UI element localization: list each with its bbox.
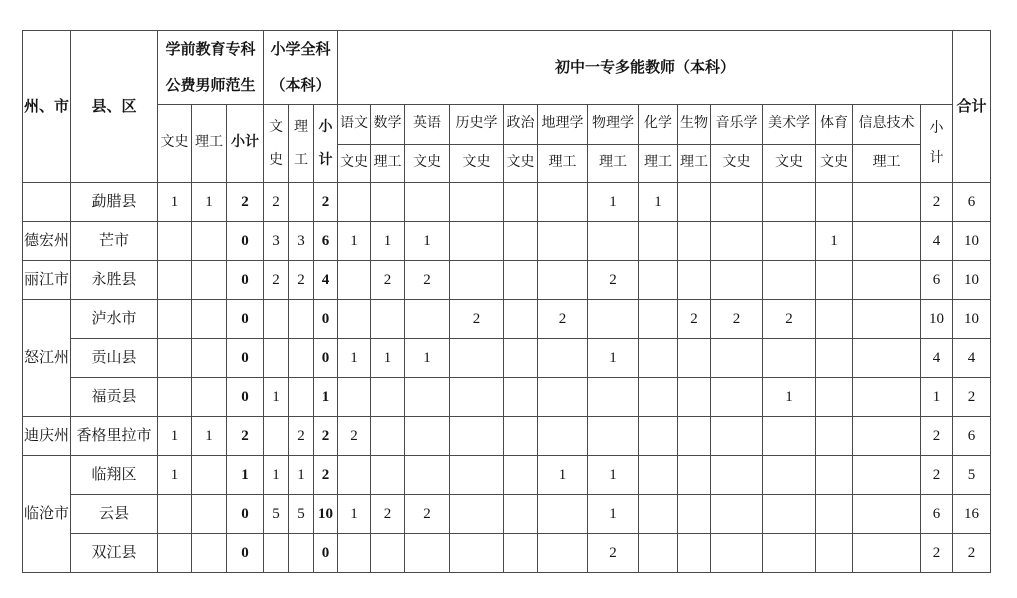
value-cell bbox=[639, 495, 678, 534]
subtotal-cell: 2 bbox=[314, 456, 338, 495]
value-cell bbox=[371, 300, 405, 339]
value-cell: 2 bbox=[711, 300, 763, 339]
value-cell bbox=[763, 339, 816, 378]
value-cell bbox=[639, 300, 678, 339]
value-cell: 1 bbox=[588, 495, 639, 534]
value-cell: 1 bbox=[371, 339, 405, 378]
subtotal-cell: 2 bbox=[921, 534, 953, 573]
total-cell: 10 bbox=[953, 222, 991, 261]
value-cell bbox=[192, 456, 227, 495]
value-cell bbox=[588, 222, 639, 261]
subtotal-cell: 0 bbox=[227, 534, 264, 573]
value-cell: 2 bbox=[289, 261, 314, 300]
value-cell bbox=[711, 495, 763, 534]
value-cell bbox=[678, 495, 711, 534]
value-cell bbox=[711, 183, 763, 222]
header-junior-group: 初中一专多能教师（本科） bbox=[338, 31, 953, 105]
subtotal-cell: 0 bbox=[227, 378, 264, 417]
value-cell bbox=[816, 261, 853, 300]
value-cell bbox=[588, 417, 639, 456]
value-cell bbox=[158, 339, 192, 378]
subtotal-cell: 4 bbox=[314, 261, 338, 300]
value-cell bbox=[538, 183, 588, 222]
track-header: 文史 bbox=[711, 145, 763, 183]
value-cell bbox=[338, 534, 371, 573]
value-cell bbox=[289, 183, 314, 222]
value-cell bbox=[289, 300, 314, 339]
value-cell bbox=[504, 534, 538, 573]
value-cell bbox=[405, 417, 450, 456]
value-cell bbox=[678, 183, 711, 222]
value-cell: 2 bbox=[588, 534, 639, 573]
value-cell bbox=[816, 183, 853, 222]
track-header: 理工 bbox=[538, 145, 588, 183]
header-grand-total: 合计 bbox=[953, 31, 991, 183]
value-cell bbox=[264, 300, 289, 339]
value-cell bbox=[158, 261, 192, 300]
value-cell bbox=[711, 261, 763, 300]
value-cell bbox=[504, 495, 538, 534]
value-cell bbox=[853, 261, 921, 300]
value-cell bbox=[338, 183, 371, 222]
total-cell: 6 bbox=[953, 417, 991, 456]
value-cell bbox=[192, 495, 227, 534]
value-cell: 1 bbox=[338, 222, 371, 261]
value-cell: 2 bbox=[678, 300, 711, 339]
value-cell bbox=[504, 300, 538, 339]
value-cell: 2 bbox=[405, 495, 450, 534]
value-cell bbox=[816, 300, 853, 339]
value-cell bbox=[450, 378, 504, 417]
value-cell bbox=[763, 183, 816, 222]
header-county: 县、区 bbox=[71, 31, 158, 183]
value-cell bbox=[158, 378, 192, 417]
track-header: 文史 bbox=[405, 145, 450, 183]
track-header: 理工 bbox=[588, 145, 639, 183]
value-cell bbox=[338, 456, 371, 495]
value-cell: 1 bbox=[405, 222, 450, 261]
track-header: 理工 bbox=[639, 145, 678, 183]
table-row bbox=[23, 378, 991, 417]
value-cell bbox=[853, 456, 921, 495]
subtotal-cell: 0 bbox=[227, 300, 264, 339]
value-cell bbox=[504, 261, 538, 300]
value-cell: 1 bbox=[588, 456, 639, 495]
subtotal-cell: 2 bbox=[921, 183, 953, 222]
value-cell bbox=[538, 378, 588, 417]
county-cell: 云县 bbox=[71, 495, 158, 534]
total-cell: 10 bbox=[953, 261, 991, 300]
value-cell bbox=[289, 378, 314, 417]
value-cell bbox=[405, 534, 450, 573]
total-cell: 5 bbox=[953, 456, 991, 495]
value-cell: 1 bbox=[264, 456, 289, 495]
value-cell bbox=[538, 261, 588, 300]
value-cell bbox=[538, 222, 588, 261]
value-cell bbox=[405, 183, 450, 222]
county-cell: 勐腊县 bbox=[71, 183, 158, 222]
subtotal-cell: 0 bbox=[227, 261, 264, 300]
value-cell: 1 bbox=[405, 339, 450, 378]
table-row bbox=[23, 222, 991, 261]
header-preschool-group bbox=[158, 31, 264, 105]
value-cell bbox=[853, 183, 921, 222]
value-cell bbox=[853, 300, 921, 339]
county-cell: 双江县 bbox=[71, 534, 158, 573]
county-cell: 贡山县 bbox=[71, 339, 158, 378]
value-cell: 2 bbox=[763, 300, 816, 339]
value-cell bbox=[405, 456, 450, 495]
value-cell bbox=[192, 378, 227, 417]
value-cell: 1 bbox=[338, 495, 371, 534]
value-cell bbox=[711, 339, 763, 378]
table-row bbox=[23, 183, 991, 222]
header-primary-group bbox=[264, 31, 338, 105]
table-row bbox=[23, 534, 991, 573]
value-cell: 5 bbox=[289, 495, 314, 534]
value-cell bbox=[639, 339, 678, 378]
header-row-subjects bbox=[23, 105, 991, 145]
header-preschool-ligong: 理工 bbox=[192, 105, 227, 183]
value-cell bbox=[450, 183, 504, 222]
value-cell bbox=[853, 222, 921, 261]
subject-header-chinese: 语文 bbox=[338, 105, 371, 145]
value-cell: 1 bbox=[763, 378, 816, 417]
value-cell: 1 bbox=[588, 183, 639, 222]
value-cell: 2 bbox=[338, 417, 371, 456]
value-cell bbox=[678, 261, 711, 300]
value-cell bbox=[853, 417, 921, 456]
value-cell: 1 bbox=[289, 456, 314, 495]
value-cell: 1 bbox=[158, 456, 192, 495]
table-row bbox=[23, 261, 991, 300]
county-cell: 芒市 bbox=[71, 222, 158, 261]
value-cell bbox=[853, 534, 921, 573]
value-cell: 1 bbox=[371, 222, 405, 261]
value-cell bbox=[711, 456, 763, 495]
subject-header-art: 美术学 bbox=[763, 105, 816, 145]
region-cell: 临沧市 bbox=[23, 456, 71, 573]
subtotal-cell: 0 bbox=[227, 339, 264, 378]
value-cell bbox=[639, 417, 678, 456]
value-cell bbox=[371, 378, 405, 417]
region-cell: 迪庆州 bbox=[23, 417, 71, 456]
preschool-group-line1: 学前教育专科 bbox=[165, 41, 256, 58]
table-row bbox=[23, 339, 991, 378]
track-header: 理工 bbox=[678, 145, 711, 183]
region-cell: 丽江市 bbox=[23, 261, 71, 300]
total-cell: 10 bbox=[953, 300, 991, 339]
subtotal-cell: 2 bbox=[921, 456, 953, 495]
value-cell: 1 bbox=[816, 222, 853, 261]
value-cell bbox=[816, 417, 853, 456]
subtotal-cell: 0 bbox=[227, 222, 264, 261]
total-cell: 2 bbox=[953, 378, 991, 417]
county-cell: 香格里拉市 bbox=[71, 417, 158, 456]
value-cell bbox=[678, 378, 711, 417]
value-cell bbox=[289, 534, 314, 573]
value-cell bbox=[450, 495, 504, 534]
subject-header-politics: 政治 bbox=[504, 105, 538, 145]
track-header: 文史 bbox=[504, 145, 538, 183]
table-row bbox=[23, 417, 991, 456]
table-row bbox=[23, 300, 991, 339]
value-cell bbox=[639, 261, 678, 300]
header-primary-subtotal: 小计 bbox=[314, 105, 338, 183]
subtotal-cell: 4 bbox=[921, 222, 953, 261]
value-cell bbox=[639, 378, 678, 417]
value-cell: 1 bbox=[639, 183, 678, 222]
subtotal-cell: 0 bbox=[314, 534, 338, 573]
value-cell bbox=[450, 339, 504, 378]
value-cell bbox=[504, 183, 538, 222]
value-cell bbox=[763, 261, 816, 300]
value-cell: 1 bbox=[192, 183, 227, 222]
value-cell bbox=[264, 339, 289, 378]
value-cell bbox=[816, 456, 853, 495]
subtotal-cell: 1 bbox=[314, 378, 338, 417]
total-cell: 2 bbox=[953, 534, 991, 573]
track-header: 理工 bbox=[371, 145, 405, 183]
header-region: 州、市 bbox=[23, 31, 71, 183]
value-cell: 5 bbox=[264, 495, 289, 534]
value-cell bbox=[158, 222, 192, 261]
value-cell: 2 bbox=[588, 261, 639, 300]
value-cell bbox=[711, 534, 763, 573]
value-cell bbox=[816, 378, 853, 417]
header-preschool-subtotal: 小计 bbox=[227, 105, 264, 183]
value-cell bbox=[639, 222, 678, 261]
value-cell bbox=[678, 456, 711, 495]
value-cell bbox=[158, 495, 192, 534]
value-cell bbox=[192, 534, 227, 573]
track-header: 文史 bbox=[338, 145, 371, 183]
subtotal-cell: 2 bbox=[227, 183, 264, 222]
value-cell: 2 bbox=[538, 300, 588, 339]
header-row-groups bbox=[23, 31, 991, 105]
value-cell bbox=[450, 456, 504, 495]
value-cell bbox=[763, 495, 816, 534]
county-cell: 永胜县 bbox=[71, 261, 158, 300]
value-cell bbox=[853, 495, 921, 534]
subtotal-cell: 0 bbox=[314, 339, 338, 378]
subtotal-cell: 2 bbox=[227, 417, 264, 456]
track-header: 文史 bbox=[816, 145, 853, 183]
subtotal-cell: 10 bbox=[314, 495, 338, 534]
value-cell bbox=[711, 417, 763, 456]
value-cell bbox=[816, 339, 853, 378]
region-cell: 怒江州 bbox=[23, 300, 71, 417]
value-cell bbox=[289, 339, 314, 378]
value-cell: 1 bbox=[538, 456, 588, 495]
subtotal-cell: 10 bbox=[921, 300, 953, 339]
subtotal-cell: 0 bbox=[227, 495, 264, 534]
subject-header-it: 信息技术 bbox=[853, 105, 921, 145]
document-page bbox=[22, 30, 991, 573]
table-row bbox=[23, 495, 991, 534]
value-cell: 2 bbox=[264, 183, 289, 222]
value-cell bbox=[450, 534, 504, 573]
value-cell bbox=[816, 534, 853, 573]
value-cell: 1 bbox=[588, 339, 639, 378]
value-cell bbox=[192, 222, 227, 261]
value-cell bbox=[639, 456, 678, 495]
value-cell bbox=[588, 300, 639, 339]
value-cell bbox=[192, 261, 227, 300]
value-cell bbox=[338, 261, 371, 300]
value-cell bbox=[504, 339, 538, 378]
subtotal-cell: 0 bbox=[314, 300, 338, 339]
subject-header-physics: 物理学 bbox=[588, 105, 639, 145]
table-body bbox=[23, 183, 991, 573]
primary-group-line1: 小学全科 bbox=[270, 41, 331, 58]
value-cell bbox=[264, 417, 289, 456]
value-cell bbox=[588, 378, 639, 417]
primary-group-line2: （本科） bbox=[270, 77, 331, 94]
table-row bbox=[23, 456, 991, 495]
subtotal-cell: 2 bbox=[921, 417, 953, 456]
subtotal-cell: 1 bbox=[921, 378, 953, 417]
county-cell: 福贡县 bbox=[71, 378, 158, 417]
value-cell bbox=[678, 222, 711, 261]
value-cell bbox=[504, 456, 538, 495]
value-cell: 3 bbox=[289, 222, 314, 261]
subtotal-cell: 6 bbox=[314, 222, 338, 261]
value-cell bbox=[711, 378, 763, 417]
value-cell: 1 bbox=[338, 339, 371, 378]
subject-header-pe: 体育 bbox=[816, 105, 853, 145]
value-cell bbox=[711, 222, 763, 261]
value-cell bbox=[158, 300, 192, 339]
value-cell: 2 bbox=[371, 495, 405, 534]
value-cell bbox=[264, 534, 289, 573]
subject-header-biology: 生物 bbox=[678, 105, 711, 145]
value-cell bbox=[371, 417, 405, 456]
value-cell bbox=[538, 417, 588, 456]
value-cell bbox=[450, 417, 504, 456]
region-cell bbox=[23, 183, 71, 222]
total-cell: 16 bbox=[953, 495, 991, 534]
subject-header-history: 历史学 bbox=[450, 105, 504, 145]
value-cell bbox=[678, 534, 711, 573]
value-cell bbox=[763, 534, 816, 573]
subject-header-music: 音乐学 bbox=[711, 105, 763, 145]
value-cell: 3 bbox=[264, 222, 289, 261]
value-cell: 2 bbox=[371, 261, 405, 300]
value-cell bbox=[158, 534, 192, 573]
header-preschool-wenshi: 文史 bbox=[158, 105, 192, 183]
value-cell: 1 bbox=[192, 417, 227, 456]
value-cell bbox=[639, 534, 678, 573]
value-cell bbox=[853, 378, 921, 417]
header-junior-subtotal: 小计 bbox=[921, 105, 953, 183]
value-cell bbox=[538, 339, 588, 378]
value-cell bbox=[538, 495, 588, 534]
value-cell bbox=[678, 339, 711, 378]
track-header: 文史 bbox=[763, 145, 816, 183]
county-cell: 泸水市 bbox=[71, 300, 158, 339]
value-cell bbox=[338, 300, 371, 339]
value-cell bbox=[504, 222, 538, 261]
value-cell bbox=[763, 456, 816, 495]
table-header bbox=[23, 31, 991, 183]
value-cell bbox=[763, 222, 816, 261]
track-header: 文史 bbox=[450, 145, 504, 183]
value-cell: 1 bbox=[158, 417, 192, 456]
subtotal-cell: 2 bbox=[314, 417, 338, 456]
value-cell bbox=[504, 417, 538, 456]
value-cell: 2 bbox=[264, 261, 289, 300]
header-primary-wenshi: 文史 bbox=[264, 105, 289, 183]
value-cell: 2 bbox=[450, 300, 504, 339]
value-cell bbox=[192, 339, 227, 378]
county-cell: 临翔区 bbox=[71, 456, 158, 495]
header-primary-ligong: 理工 bbox=[289, 105, 314, 183]
value-cell bbox=[450, 222, 504, 261]
value-cell: 1 bbox=[158, 183, 192, 222]
track-header: 理工 bbox=[853, 145, 921, 183]
value-cell bbox=[405, 300, 450, 339]
value-cell bbox=[678, 417, 711, 456]
value-cell bbox=[192, 300, 227, 339]
value-cell bbox=[853, 339, 921, 378]
subject-header-math: 数学 bbox=[371, 105, 405, 145]
subtotal-cell: 4 bbox=[921, 339, 953, 378]
value-cell: 2 bbox=[289, 417, 314, 456]
value-cell bbox=[405, 378, 450, 417]
value-cell bbox=[371, 456, 405, 495]
value-cell bbox=[338, 378, 371, 417]
value-cell bbox=[763, 417, 816, 456]
subtotal-cell: 1 bbox=[227, 456, 264, 495]
region-cell: 德宏州 bbox=[23, 222, 71, 261]
value-cell bbox=[538, 534, 588, 573]
value-cell: 1 bbox=[264, 378, 289, 417]
subject-header-chemistry: 化学 bbox=[639, 105, 678, 145]
value-cell bbox=[371, 534, 405, 573]
value-cell: 2 bbox=[405, 261, 450, 300]
value-cell bbox=[816, 495, 853, 534]
subject-header-geography: 地理学 bbox=[538, 105, 588, 145]
value-cell bbox=[504, 378, 538, 417]
value-cell bbox=[371, 183, 405, 222]
total-cell: 6 bbox=[953, 183, 991, 222]
subtotal-cell: 6 bbox=[921, 495, 953, 534]
subject-header-english: 英语 bbox=[405, 105, 450, 145]
total-cell: 4 bbox=[953, 339, 991, 378]
value-cell bbox=[450, 261, 504, 300]
subtotal-cell: 6 bbox=[921, 261, 953, 300]
subtotal-cell: 2 bbox=[314, 183, 338, 222]
recruitment-quota-table bbox=[22, 30, 991, 573]
preschool-group-line2: 公费男师范生 bbox=[165, 77, 256, 94]
